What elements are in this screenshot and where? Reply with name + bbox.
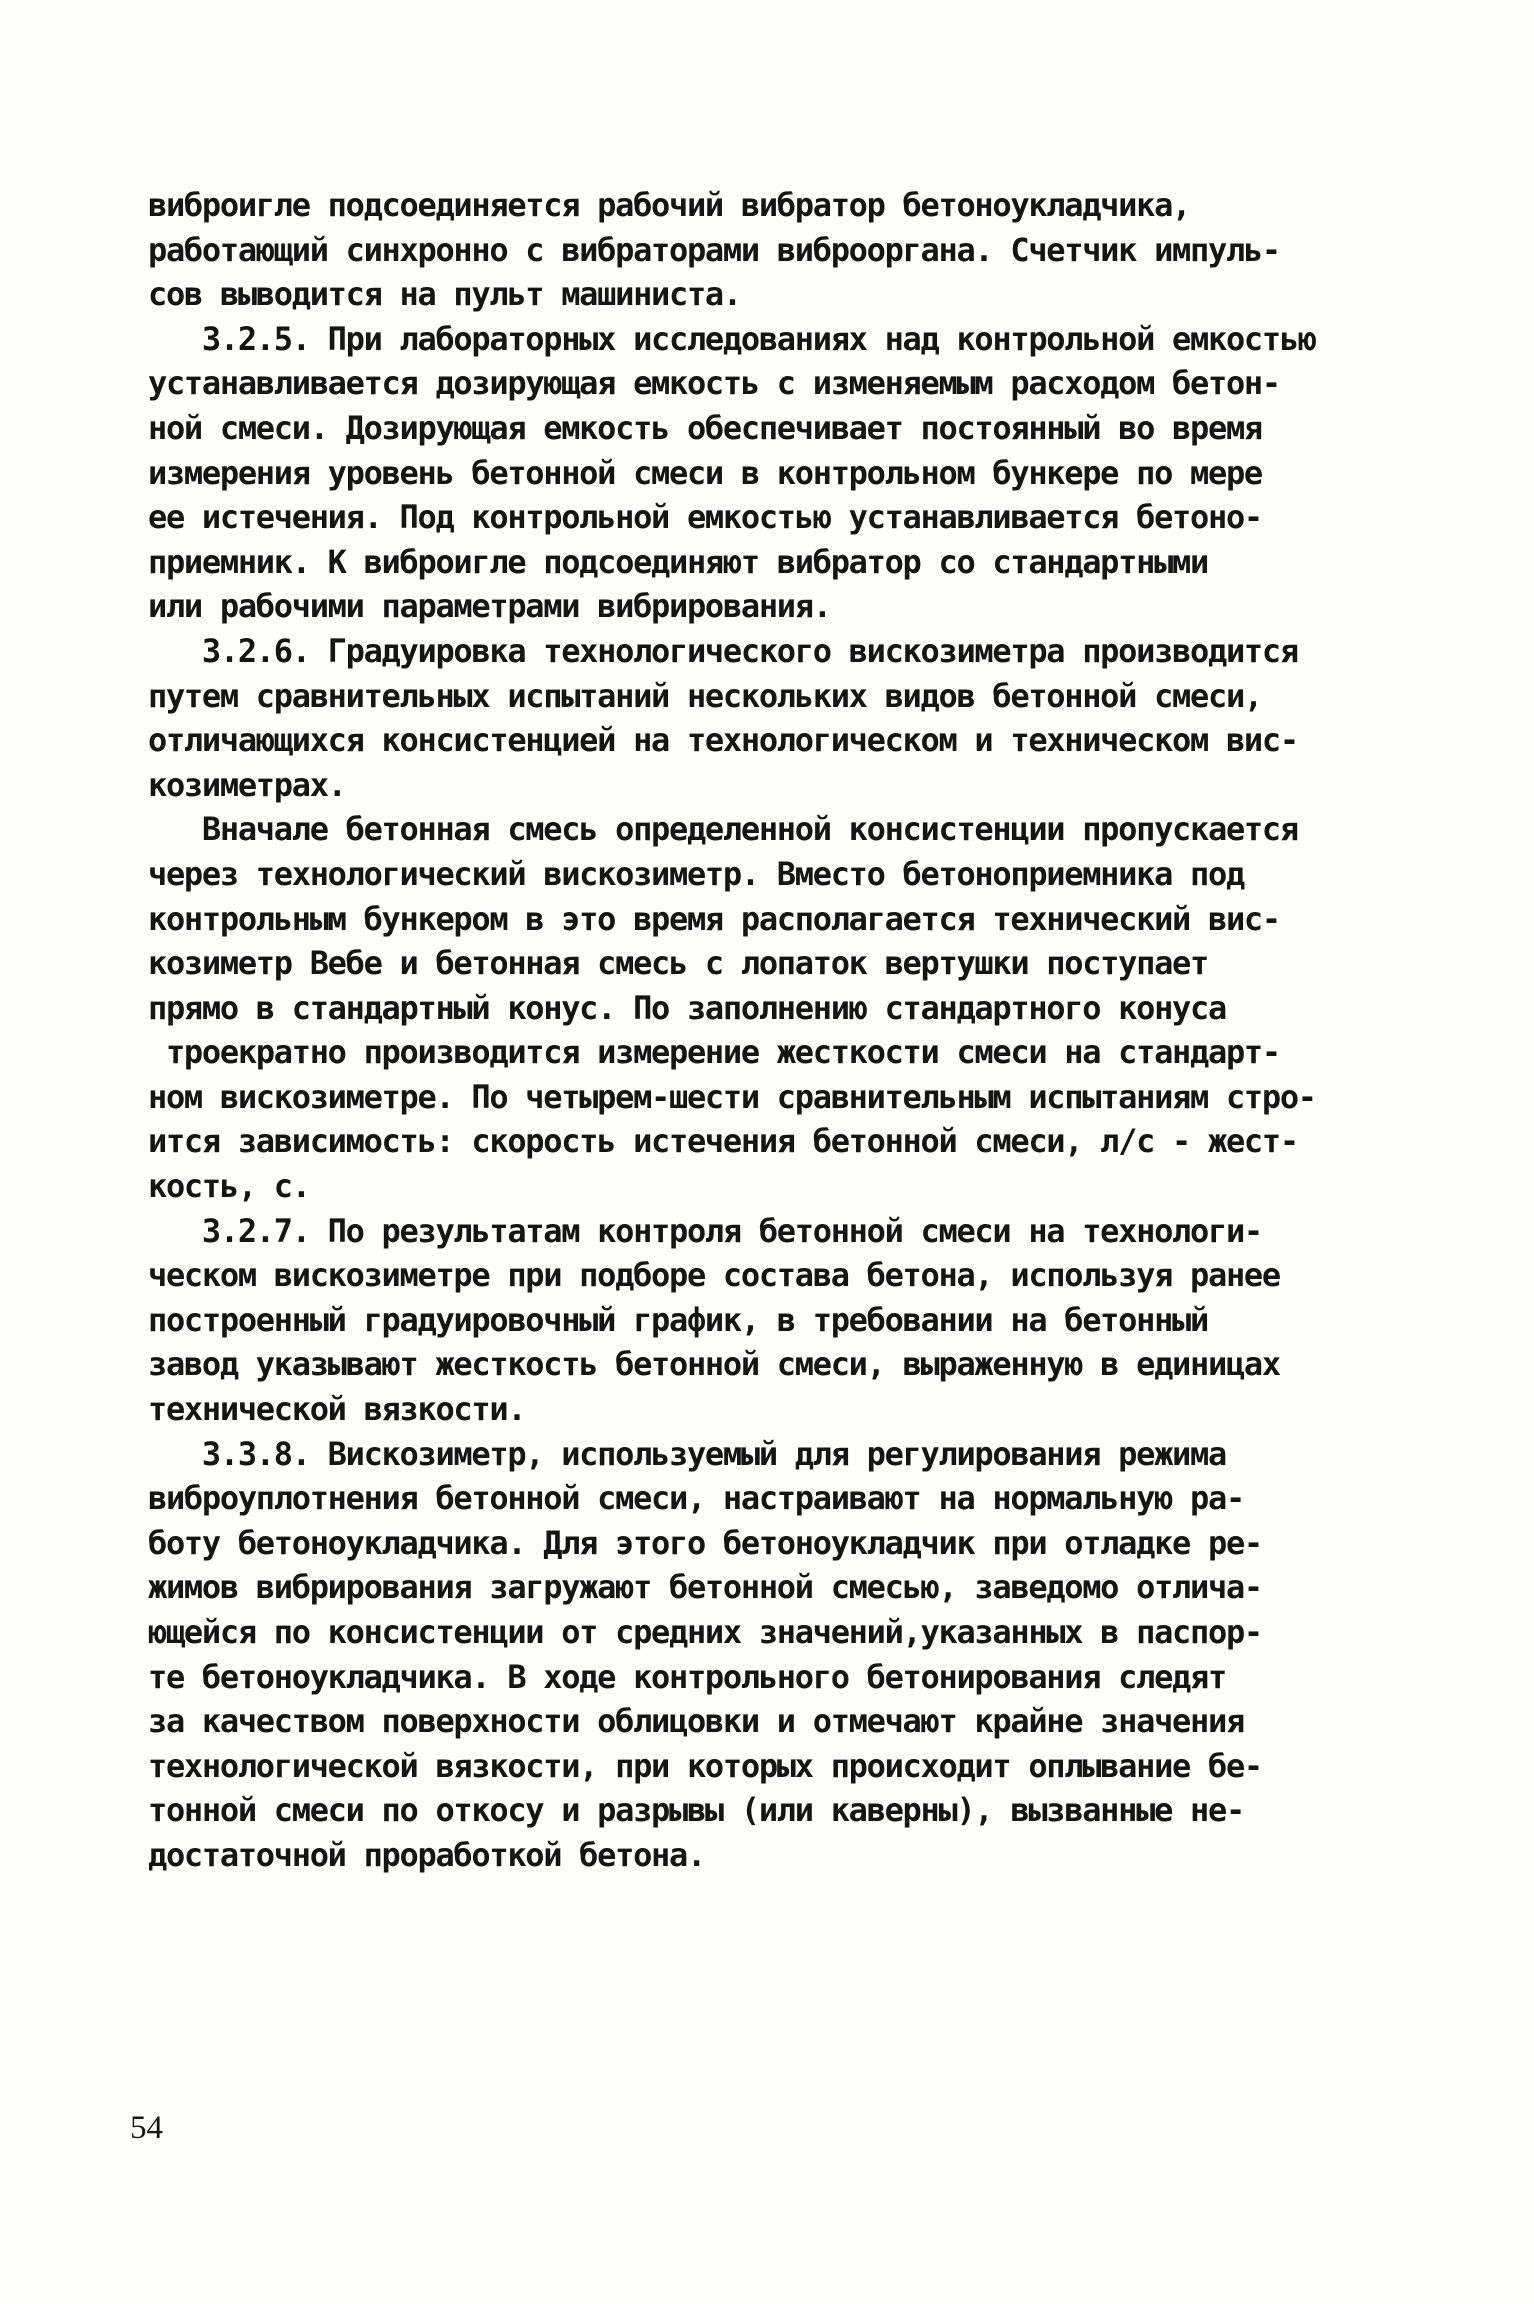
text-line: козиметр Вебе и бетонная смесь с лопаток вертушки поступает (148, 944, 1208, 983)
text-line: приемник. К виброигле подсоединяют вибратор со стандартными (148, 542, 1208, 581)
text-line: устанавливается дозирующая емкость с изменяемым расходом бетон- (148, 364, 1280, 403)
text-line: достаточной проработкой бетона. (148, 1835, 705, 1874)
text-line: виброуплотнения бетонной смеси, настраивают на нормальную ра- (148, 1479, 1244, 1518)
text-line: прямо в стандартный конус. По заполнению стандартного конуса (148, 988, 1226, 1027)
text-line: работающий синхронно с вибраторами виброоргана. Счетчик импуль- (148, 230, 1280, 269)
text-line: ее истечения. Под контрольной емкостью устанавливается бетоно- (148, 498, 1262, 537)
text-line: контрольным бункером в это время располагается технический вис- (148, 899, 1280, 938)
text-line: кость, с. (148, 1167, 310, 1206)
text-line: 3.2.7. По результатам контроля бетонной смеси на технологи- (148, 1211, 1262, 1250)
text-line: через технологический вискозиметр. Вместо бетоноприемника под (148, 854, 1244, 893)
text-line: ющейся по консистенции от средних значений,указанных в паспор- (148, 1613, 1262, 1651)
text-line: Вначале бетонная смесь определенной консистенции пропускается (148, 810, 1298, 849)
body-text (148, 183, 1438, 1878)
text-line: за качеством поверхности облицовки и отмечают крайне значения (148, 1702, 1244, 1741)
text-line: троекратно производится измерение жесткости смеси на стандарт- (148, 1033, 1280, 1072)
text-line: 3.2.5. При лабораторных исследованиях над контрольной емкостью (148, 319, 1316, 358)
text-line: технологической вязкости, при которых происходит оплывание бе- (148, 1746, 1262, 1785)
text-line: боту бетоноукладчика. Для этого бетоноукладчик при отладке ре- (148, 1523, 1262, 1562)
text-line: ной смеси. Дозирующая емкость обеспечивает постоянный во время (148, 408, 1262, 447)
text-line: тонной смеси по откосу и разрывы (или каверны), вызванные не- (148, 1791, 1244, 1830)
text-line: измерения уровень бетонной смеси в контрольном бункере по мере (148, 453, 1262, 492)
text-line: или рабочими параметрами вибрирования. (148, 587, 831, 626)
text-line: те бетоноукладчика. В ходе контрольного бетонирования следят (148, 1657, 1226, 1696)
text-line: 3.2.6. Градуировка технологического вискозиметра производится (148, 631, 1298, 670)
text-line: жимов вибрирования загружают бетонной смесью, заведомо отлича- (148, 1568, 1262, 1607)
text-line: путем сравнительных испытаний нескольких видов бетонной смеси, (148, 676, 1262, 715)
page-number: 54 (130, 2110, 163, 2146)
text-line: построенный градуировочный график, в требовании на бетонный (148, 1300, 1208, 1339)
text-line: сов выводится на пульт машиниста. (148, 275, 741, 314)
text-line: ится зависимость: скорость истечения бетонной смеси, л/с - жест- (148, 1122, 1298, 1161)
text-line: виброигле подсоединяется рабочий вибратор бетоноукладчика, (148, 186, 1191, 224)
text-line: технической вязкости. (148, 1390, 526, 1429)
text-line: ческом вискозиметре при подборе состава бетона, используя ранее (148, 1256, 1280, 1295)
text-line: ном вискозиметре. По четырем-шести сравнительным испытаниям стро- (148, 1077, 1316, 1116)
text-line: завод указывают жесткость бетонной смеси, выраженную в единицах (148, 1345, 1280, 1384)
text-line: 3.3.8. Вискозиметр, используемый для регулирования режима (148, 1434, 1226, 1473)
text-line: козиметрах. (148, 765, 346, 804)
text-line: отличающихся консистенцией на технологическом и техническом вис- (148, 721, 1298, 760)
